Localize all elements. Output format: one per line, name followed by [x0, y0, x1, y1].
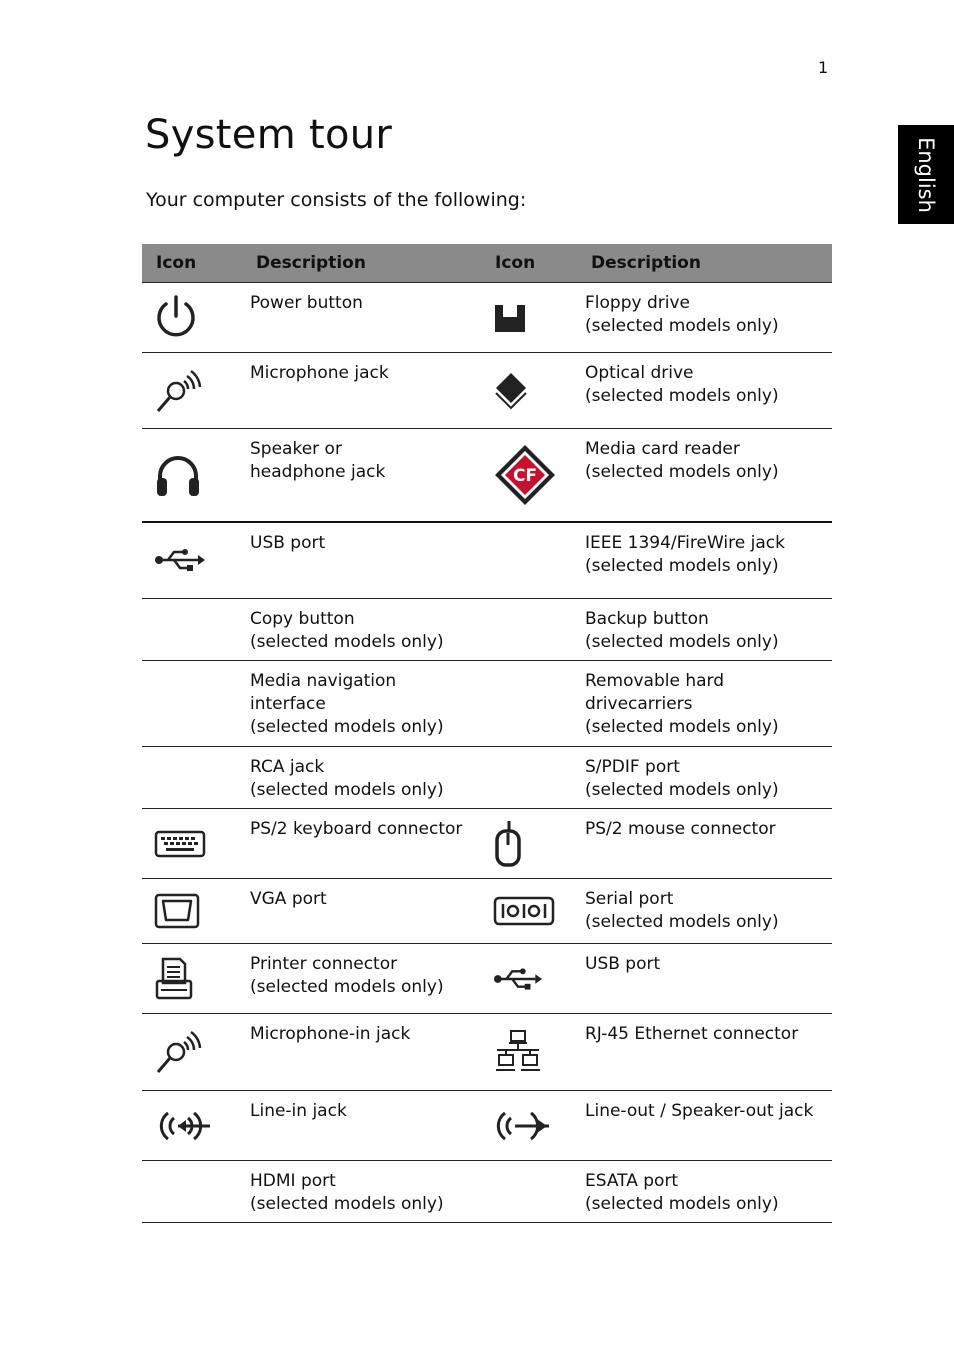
headphone-icon: [154, 452, 202, 498]
table-row: [142, 353, 832, 429]
line-out-icon: [493, 1105, 551, 1147]
header-description: Description: [242, 244, 481, 283]
keyboard-icon: [154, 829, 206, 859]
icon-cell: [481, 747, 577, 809]
icon-cell: [142, 661, 242, 747]
svg-text:CF: CF: [512, 465, 538, 486]
network-icon: [493, 1029, 543, 1075]
description-cell: Serial port (selected models only): [577, 879, 832, 944]
description-cell: Speaker or headphone jack: [242, 429, 481, 522]
icon-cell: [481, 522, 577, 599]
icon-cell: [142, 809, 242, 879]
table-row: [142, 1161, 832, 1223]
serial-port-icon: [493, 895, 555, 927]
description-cell: Printer connector (selected models only): [242, 944, 481, 1014]
description-cell: Copy button (selected models only): [242, 599, 481, 661]
icon-cell: [481, 1161, 577, 1223]
description-cell: ESATA port (selected models only): [577, 1161, 832, 1223]
microphone-icon: [154, 1028, 204, 1076]
description-cell: Microphone jack: [242, 353, 481, 429]
table-row: [142, 944, 832, 1014]
description-cell: Backup button (selected models only): [577, 599, 832, 661]
usb-icon: [154, 547, 206, 573]
floppy-icon: [493, 301, 527, 335]
page-number: 1: [818, 58, 829, 77]
icon-cell: [142, 944, 242, 1014]
usb-icon: [493, 966, 543, 992]
icon-cell: [481, 944, 577, 1014]
printer-icon: [154, 957, 194, 1001]
header-icon: Icon: [481, 244, 577, 283]
description-cell: RJ-45 Ethernet connector: [577, 1014, 832, 1091]
description-cell: Floppy drive (selected models only): [577, 283, 832, 353]
icon-cell: [481, 1014, 577, 1091]
icon-cell: [142, 353, 242, 429]
icon-cell: [481, 599, 577, 661]
description-cell: PS/2 keyboard connector: [242, 809, 481, 879]
icon-cell: [481, 809, 577, 879]
page-title: System tour: [145, 112, 393, 158]
power-icon: [154, 294, 198, 342]
description-cell: IEEE 1394/FireWire jack (selected models only): [577, 522, 832, 599]
description-cell: Line-out / Speaker-out jack: [577, 1091, 832, 1161]
icon-cell: [481, 661, 577, 747]
cf-card-icon: [493, 443, 557, 507]
description-cell: HDMI port (selected models only): [242, 1161, 481, 1223]
line-in-icon: [154, 1105, 212, 1147]
table-header-row: [142, 244, 832, 283]
microphone-icon: [154, 367, 204, 415]
intro-text: Your computer consists of the following:: [146, 189, 527, 211]
icon-cell: [142, 1091, 242, 1161]
description-cell: Optical drive (selected models only): [577, 353, 832, 429]
icon-cell: [142, 522, 242, 599]
icon-cell: [142, 283, 242, 353]
icon-cell: [142, 879, 242, 944]
description-cell: PS/2 mouse connector: [577, 809, 832, 879]
icon-cell: [142, 1161, 242, 1223]
icon-cell: [142, 747, 242, 809]
table-row: [142, 1014, 832, 1091]
description-cell: USB port: [242, 522, 481, 599]
mouse-icon: [493, 819, 525, 869]
description-cell: S/PDIF port (selected models only): [577, 747, 832, 809]
table-row: [142, 747, 832, 809]
description-cell: Power button: [242, 283, 481, 353]
table-row: [142, 1091, 832, 1161]
table-row: [142, 661, 832, 747]
icon-cell: [481, 879, 577, 944]
description-cell: Media card reader (selected models only): [577, 429, 832, 522]
optical-drive-icon: [493, 371, 529, 411]
icon-cell: [481, 283, 577, 353]
table-row: [142, 522, 832, 599]
table-row: [142, 809, 832, 879]
description-cell: RCA jack (selected models only): [242, 747, 481, 809]
language-tab: [898, 125, 954, 224]
components-table: [142, 244, 832, 1223]
table-row: [142, 429, 832, 522]
description-cell: USB port: [577, 944, 832, 1014]
icon-cell: [481, 353, 577, 429]
icon-cell: [481, 429, 577, 522]
description-cell: Line-in jack: [242, 1091, 481, 1161]
vga-icon: [154, 893, 200, 929]
description-cell: Microphone-in jack: [242, 1014, 481, 1091]
icon-cell: [142, 429, 242, 522]
icon-cell: [481, 1091, 577, 1161]
description-cell: VGA port: [242, 879, 481, 944]
table-row: [142, 283, 832, 353]
table-row: [142, 599, 832, 661]
table-row: [142, 879, 832, 944]
language-tab-label: English: [914, 136, 938, 213]
description-cell: Removable hard drivecarriers (selected models only): [577, 661, 832, 747]
description-cell: Media navigation interface (selected models only): [242, 661, 481, 747]
icon-cell: [142, 1014, 242, 1091]
icon-cell: [142, 599, 242, 661]
header-description: Description: [577, 244, 832, 283]
header-icon: Icon: [142, 244, 242, 283]
